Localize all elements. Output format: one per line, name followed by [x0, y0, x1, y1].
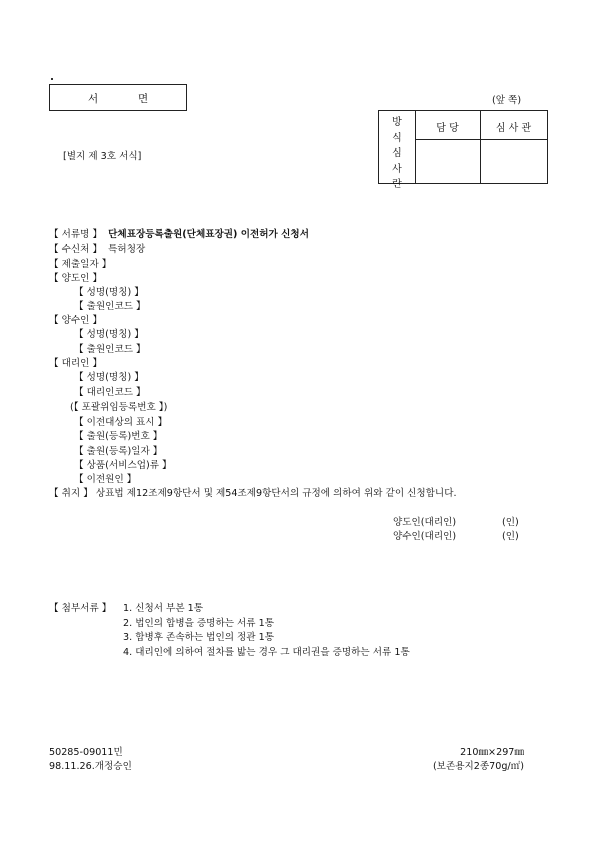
form-title-char-2: 면: [138, 93, 150, 105]
agent-label: 【 대리인 】: [49, 358, 103, 369]
attachment-item: 1. 신청서 부본 1통: [123, 603, 204, 614]
assignee-code-field: 【 출원인코드 】: [74, 344, 146, 355]
footer-size: 210㎜×297㎜: [460, 747, 524, 758]
assignee-label: 【 양수인 】: [49, 315, 103, 326]
assignor-label: 【 양도인 】: [49, 273, 103, 284]
examiner-sign-cell[interactable]: [481, 140, 546, 182]
review-side-label: [379, 115, 415, 193]
app-number-field: 【 출원(등록)번호 】: [74, 431, 163, 442]
form-number: [별지 제 3호 서식]: [63, 151, 142, 162]
attachment-item: 3. 합병후 존속하는 법인의 정관 1통: [123, 632, 274, 643]
review-side-char: 사: [392, 163, 402, 175]
assignor-signature-label: 양도인(대리인): [393, 517, 457, 528]
assignor-seal: (인): [502, 517, 519, 528]
assignor-code-field: 【 출원인코드 】: [74, 301, 146, 312]
review-side-char: 란: [392, 179, 402, 190]
doc-name-row: [49, 226, 309, 240]
agent-name-field: 【 성명(명칭) 】: [74, 372, 144, 383]
assignee-seal: (인): [502, 531, 519, 542]
doc-name-value: 단체표장등록출원(단체표장권) 이전허가 신청서: [108, 229, 309, 240]
assignee-name-field: 【 성명(명칭) 】: [74, 329, 144, 340]
submit-date-label: 【 제출일자 】: [49, 259, 112, 270]
footer-approval: 98.11.26.개정승인: [49, 761, 132, 772]
footer-code: 50285-09011민: [49, 747, 123, 758]
examiner-header: 심 사 관: [495, 123, 532, 134]
agent-code-field: 【 대리인코드 】: [74, 387, 146, 398]
staff-header: 담 당: [436, 123, 459, 134]
attachment-item: 4. 대리인에 의하여 절차를 밟는 경우 그 대리권을 증명하는 서류 1통: [123, 647, 410, 658]
form-title-char-1: 서: [88, 93, 100, 105]
general-power-field: (【 포괄위임등록번호 】): [70, 402, 168, 413]
recipient-row: [49, 241, 145, 255]
recipient-label: 【 수신처 】: [49, 244, 103, 255]
recipient-value: 특허청장: [108, 244, 146, 255]
assignor-name-field: 【 성명(명칭) 】: [74, 287, 144, 298]
purpose-label: 【 취지 】: [49, 488, 93, 499]
purpose-text: 상표법 제12조제9항단서 및 제54조제9항단서의 규정에 의하여 위와 같이 신청합니다.: [95, 488, 457, 499]
assignee-signature-label: 양수인(대리인): [393, 531, 457, 542]
footer-paper: (보존용지2종70g/㎡): [432, 761, 524, 772]
review-table: [378, 110, 548, 190]
staff-sign-cell[interactable]: [416, 140, 479, 182]
goods-class-field: 【 상품(서비스업)류 】: [74, 460, 172, 471]
review-side-char: 방: [392, 117, 402, 128]
app-date-field: 【 출원(등록)일자 】: [74, 446, 163, 457]
review-side-char: 심: [392, 148, 402, 159]
transfer-cause-field: 【 이전원인 】: [74, 474, 137, 485]
attachments-label: 【 첨부서류 】: [49, 603, 112, 614]
page-side-label: (앞 쪽): [492, 95, 522, 106]
review-side-char: 식: [392, 132, 402, 144]
form-title-box: [49, 84, 187, 111]
purpose-row: [49, 485, 457, 499]
corner-mark: [51, 78, 53, 80]
attachment-item: 2. 법인의 합병을 증명하는 서류 1통: [123, 618, 274, 629]
transfer-target-field: 【 이전대상의 표시 】: [74, 417, 168, 428]
doc-name-label: 【 서류명 】: [49, 229, 103, 240]
